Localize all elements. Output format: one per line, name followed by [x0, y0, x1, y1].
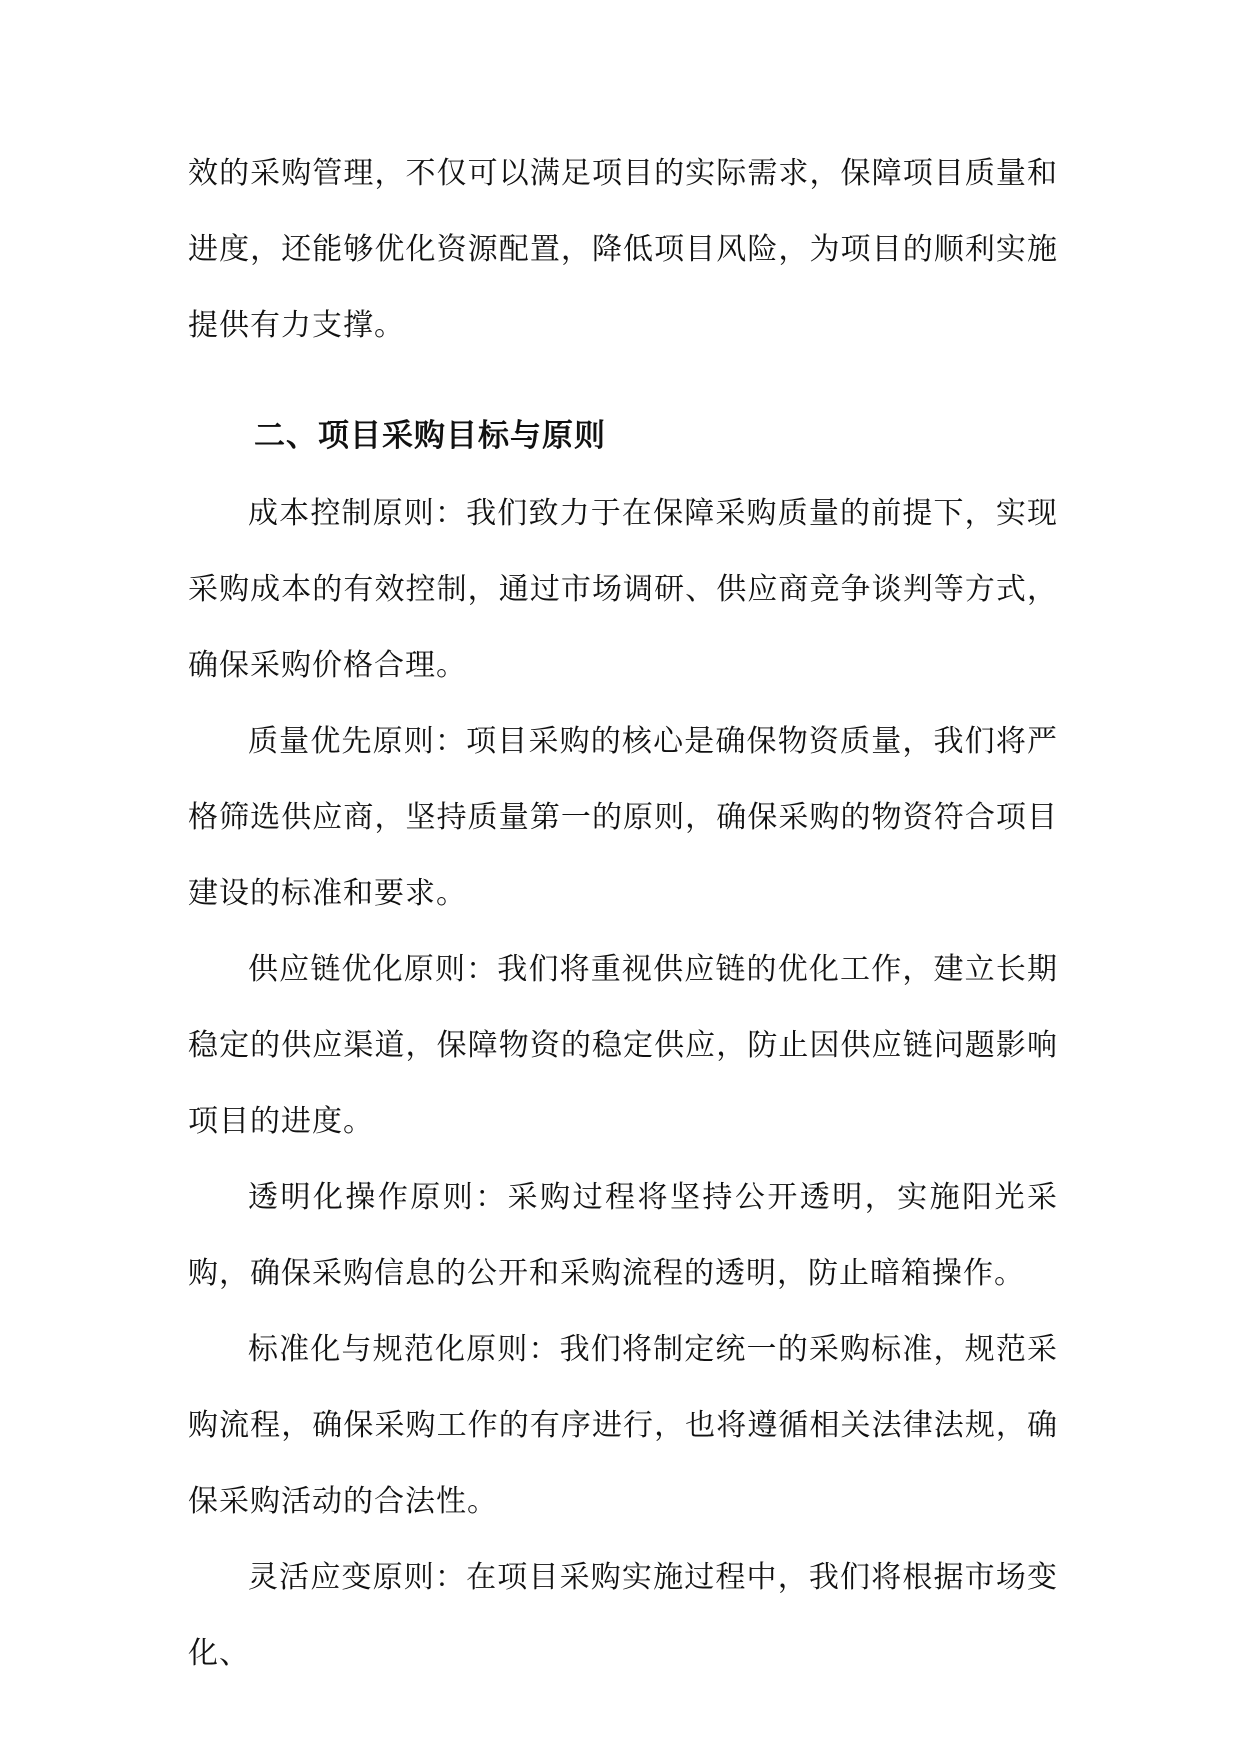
- document-body: [188, 136, 1058, 1692]
- paragraph-supply-chain: 供应链优化原则：我们将重视供应链的优化工作，建立长期稳定的供应渠道，保障物资的稳定供应，防止因供应链问题影响项目的进度。: [188, 952, 1058, 1139]
- paragraph-transparency: 透明化操作原则：采购过程将坚持公开透明，实施阳光采购，确保采购信息的公开和采购流程的透明，防止暗箱操作。: [188, 1180, 1058, 1291]
- paragraph-quality-first: 质量优先原则：项目采购的核心是确保物资质量，我们将严格筛选供应商，坚持质量第一的原则，确保采购的物资符合项目建设的标准和要求。: [188, 724, 1058, 911]
- paragraph-cost-control: 成本控制原则：我们致力于在保障采购质量的前提下，实现采购成本的有效控制，通过市场调研、供应商竞争谈判等方式，确保采购价格合理。: [188, 496, 1058, 683]
- intro-paragraph: 效的采购管理，不仅可以满足项目的实际需求，保障项目质量和进度，还能够优化资源配置，降低项目风险，为项目的顺利实施提供有力支撑。: [188, 156, 1058, 343]
- paragraph-flexibility: 灵活应变原则：在项目采购实施过程中，我们将根据市场变化、: [188, 1560, 1058, 1671]
- section-heading: 二、项目采购目标与原则: [254, 418, 606, 454]
- paragraph-standardization: 标准化与规范化原则：我们将制定统一的采购标准，规范采购流程，确保采购工作的有序进行，也将遵循相关法律法规，确保采购活动的合法性。: [188, 1332, 1058, 1519]
